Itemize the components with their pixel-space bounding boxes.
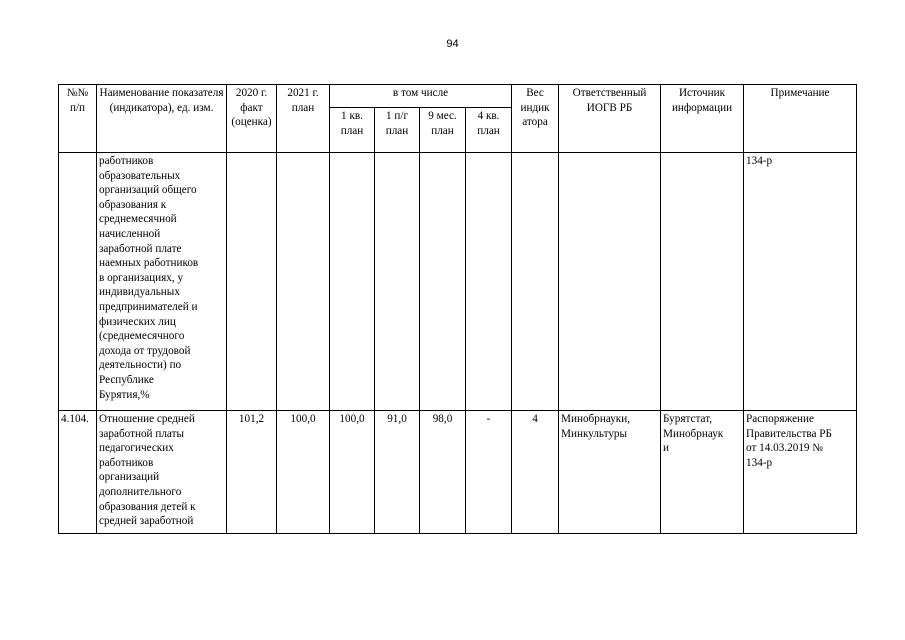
cell-q4 [466, 153, 512, 411]
cell-note: Распоряжение Правительства РБ от 14.03.2019 № 134-р [744, 411, 857, 534]
header-h1: 1 п/г план [375, 108, 420, 153]
header-weight: Вес индик атора [512, 85, 559, 153]
cell-name: Отношение средней заработной платы педагогических работников организаций дополнительного образования детей к средней заработной [97, 411, 227, 534]
cell-plan-2021 [277, 153, 330, 411]
page-number: 94 [446, 38, 459, 50]
header-source: Источник информации [661, 85, 744, 153]
cell-9m: 98,0 [420, 411, 466, 534]
cell-weight: 4 [512, 411, 559, 534]
cell-q4: - [466, 411, 512, 534]
header-q4: 4 кв. план [466, 108, 512, 153]
header-num: №№ п/п [59, 85, 97, 153]
cell-source [661, 153, 744, 411]
header-including: в том числе [330, 85, 512, 108]
cell-h1: 91,0 [375, 411, 420, 534]
header-fact-2020: 2020 г. факт (оценка) [227, 85, 277, 153]
header-note: Примечание [744, 85, 857, 153]
cell-num [59, 153, 97, 411]
cell-plan-2021: 100,0 [277, 411, 330, 534]
cell-name: работников образовательных организаций общего образования к среднемесячной начисленной заработной плате наемных работников в организациях, у индивидуальных предпринимателей и физических лиц (среднемесячного дохода от трудовой деятельности) по Республике Бурятия,% [97, 153, 227, 411]
cell-h1 [375, 153, 420, 411]
cell-9m [420, 153, 466, 411]
cell-note: 134-р [744, 153, 857, 411]
cell-source: Бурятстат, Минобрнаук и [661, 411, 744, 534]
indicators-table [58, 84, 857, 534]
cell-q1: 100,0 [330, 411, 375, 534]
cell-fact-2020: 101,2 [227, 411, 277, 534]
cell-responsible [559, 153, 661, 411]
table-row [59, 153, 857, 411]
cell-q1 [330, 153, 375, 411]
header-9m: 9 мес. план [420, 108, 466, 153]
cell-num: 4.104. [59, 411, 97, 534]
header-q1: 1 кв. план [330, 108, 375, 153]
cell-weight [512, 153, 559, 411]
header-responsible: Ответственный ИОГВ РБ [559, 85, 661, 153]
header-name: Наименование показателя (индикатора), ед. изм. [97, 85, 227, 153]
cell-fact-2020 [227, 153, 277, 411]
cell-responsible: Минобрнауки, Минкультуры [559, 411, 661, 534]
table-row [59, 411, 857, 534]
header-plan-2021: 2021 г. план [277, 85, 330, 153]
